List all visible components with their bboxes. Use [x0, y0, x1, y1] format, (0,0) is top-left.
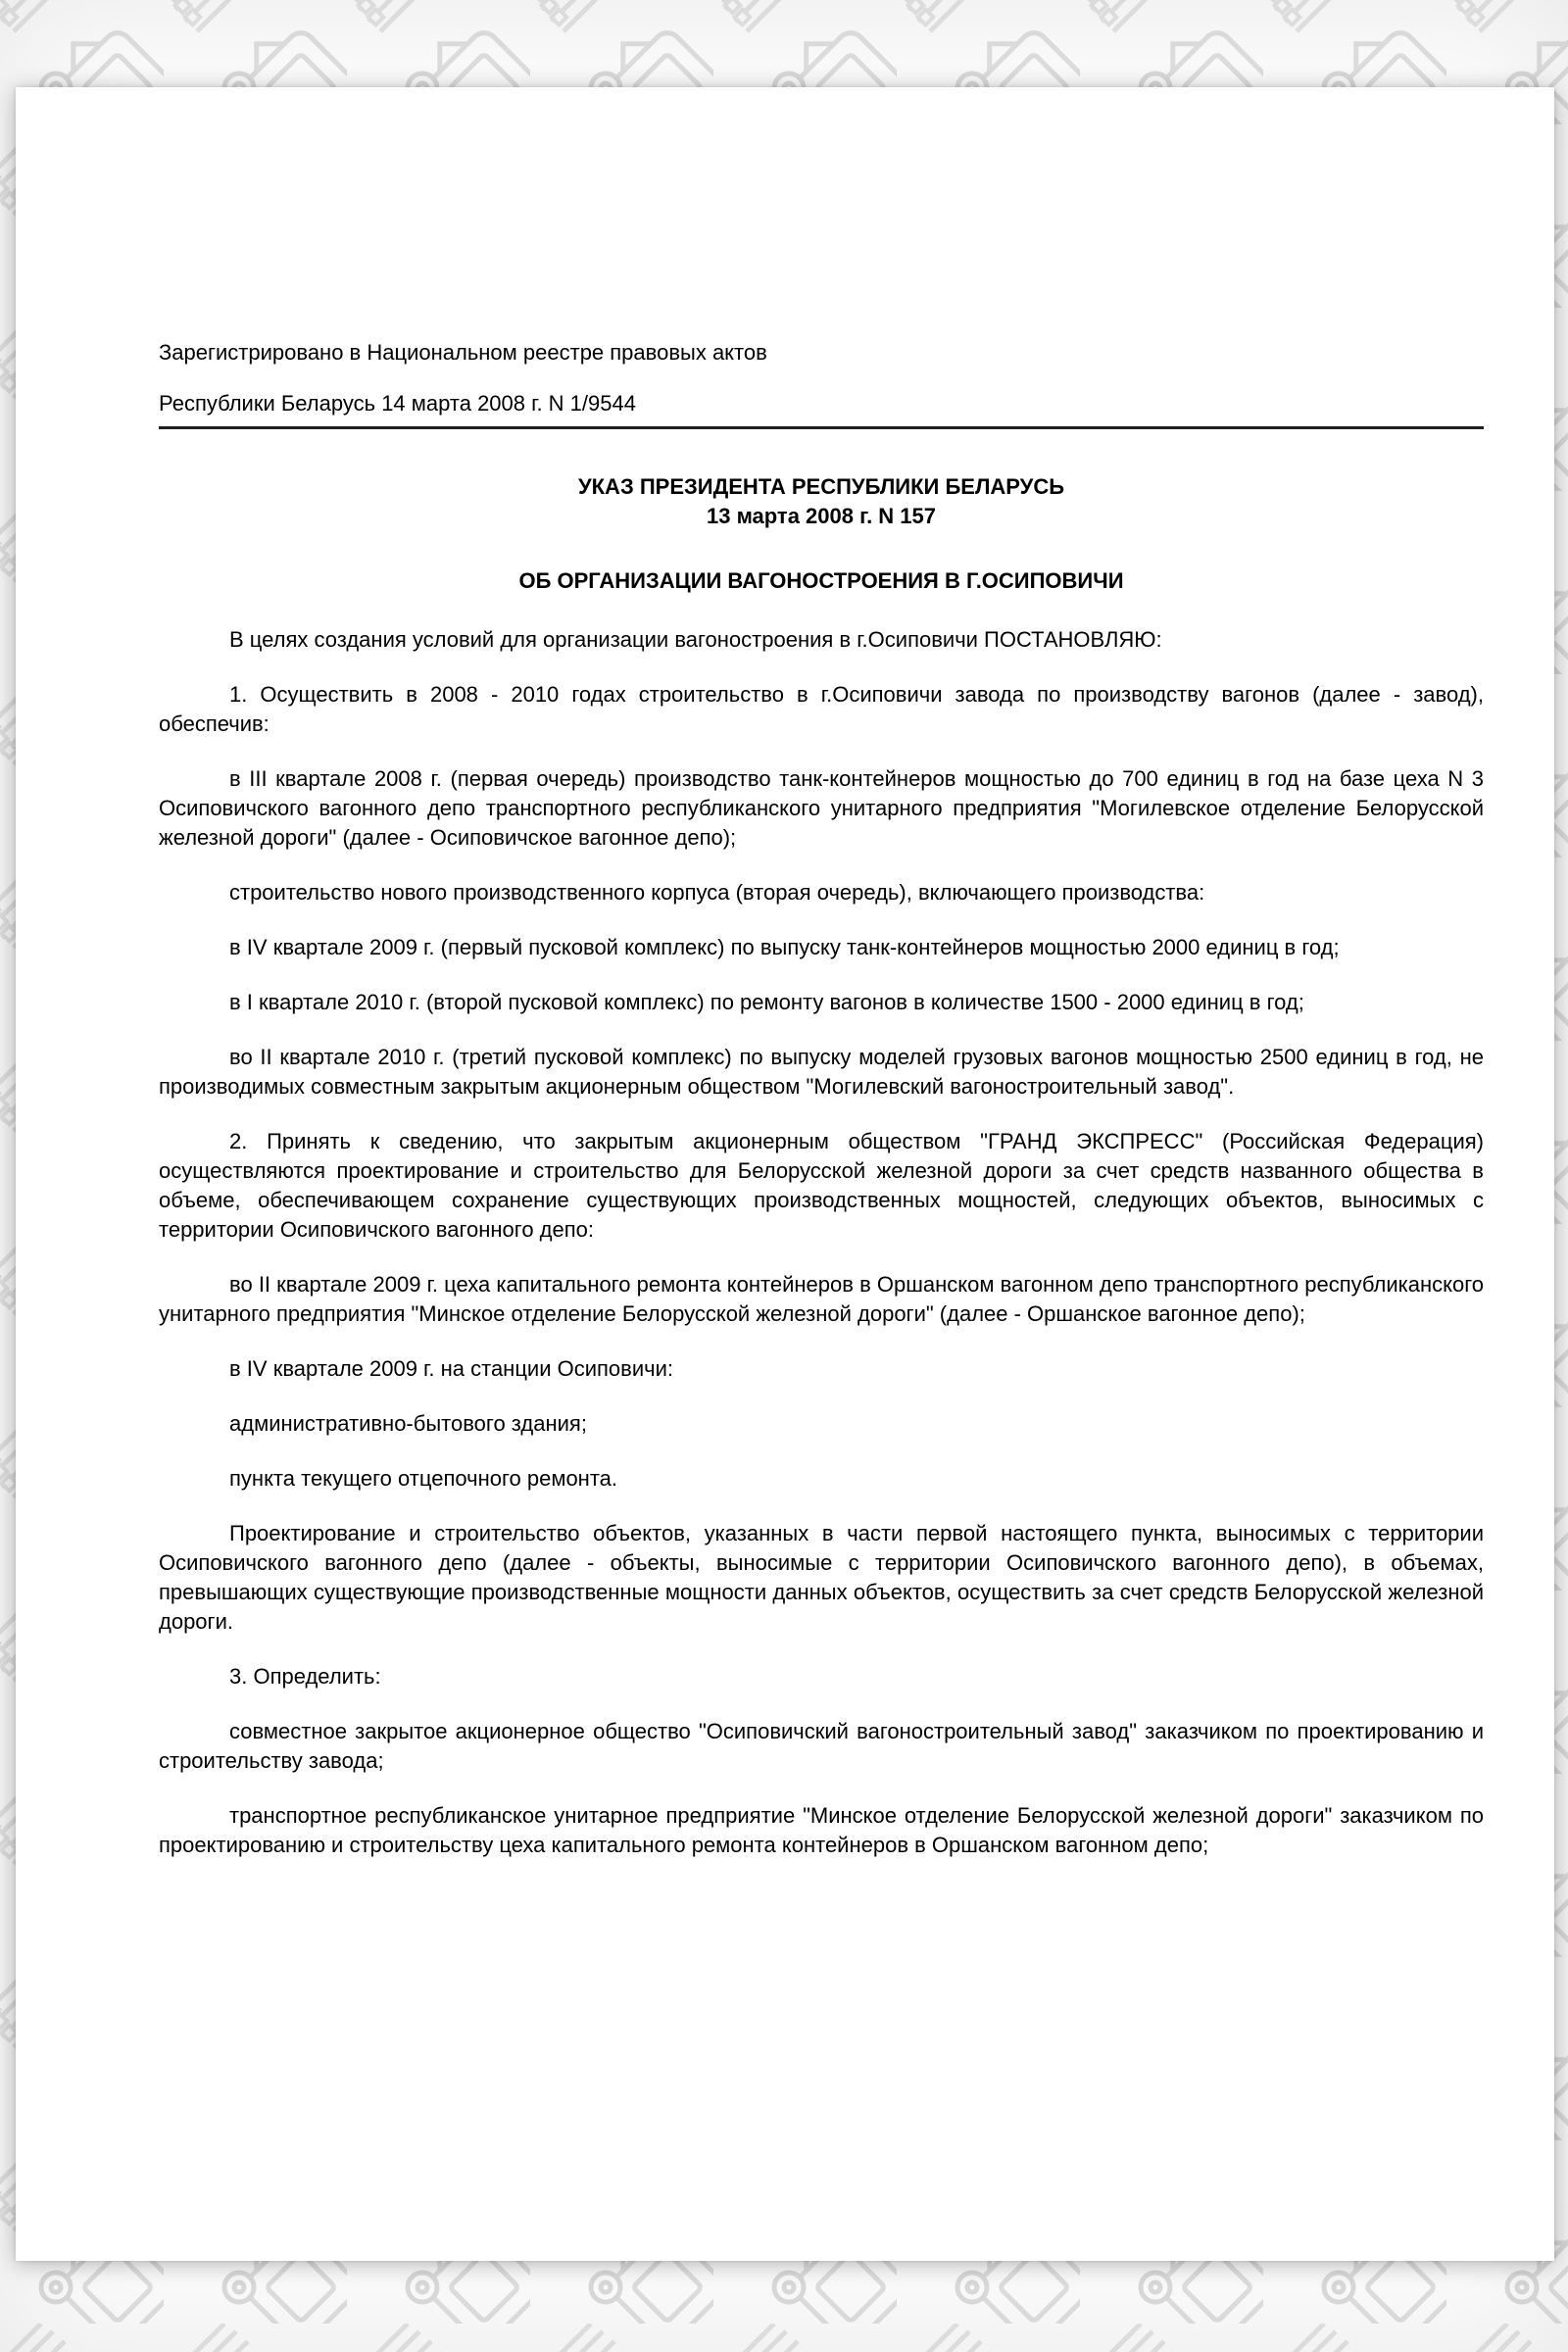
paragraph: в IV квартале 2009 г. (первый пусковой комплекс) по выпуску танк-контейнеров мощностью 2000 единиц в год; [229, 935, 1340, 959]
paragraph: во II квартале 2009 г. цеха капитального ремонта контейнеров в Оршанском вагонном депо транспортного республиканского унитарного предприятия "Минское отделение Белорусской железной дороги" (далее - Оршанское вагонное депо); [159, 1272, 1484, 1326]
divider-rule [159, 426, 1484, 429]
paragraph: 1. Осуществить в 2008 - 2010 годах строительство в г.Осиповичи завода по производству вагонов (далее - завод), обеспечив: [159, 682, 1484, 736]
paragraph: во II квартале 2010 г. (третий пусковой комплекс) по выпуску моделей грузовых вагонов мощностью 2500 единиц в год, не производимых совместным закрытым акционерным обществом "Могилевский вагоностроительный завод". [159, 1045, 1484, 1099]
paragraph: 2. Принять к сведению, что закрытым акционерным обществом "ГРАНД ЭКСПРЕСС" (Российская Федерация) осуществляются проектирование и строительство для Белорусской железной дороги за счет средств названного общества в объеме, обеспечивающем сохранение существующих производственных мощностей, следующих объектов, выносимых с территории Осиповичского вагонного депо: [159, 1129, 1484, 1242]
paragraph: 3. Определить: [229, 1664, 381, 1689]
paragraph: в I квартале 2010 г. (второй пусковой комплекс) по ремонту вагонов в количестве 1500 - 2000 единиц в год; [229, 990, 1304, 1014]
paragraph: В целях создания условий для организации вагоностроения в г.Осиповичи ПОСТАНОВЛЯЮ: [229, 627, 1162, 652]
decree-subject: ОБ ОРГАНИЗАЦИИ ВАГОНОСТРОЕНИЯ В Г.ОСИПОВИЧИ [518, 568, 1124, 593]
paragraph: строительство нового производственного корпуса (вторая очередь), включающего производства: [229, 880, 1205, 905]
paragraph: в IV квартале 2009 г. на станции Осиповичи: [229, 1356, 674, 1381]
decree-title: УКАЗ ПРЕЗИДЕНТА РЕСПУБЛИКИ БЕЛАРУСЬ [577, 474, 1065, 499]
document-page [16, 87, 1554, 2261]
paragraph: административно-бытового здания; [229, 1411, 587, 1436]
registration-line-1: Зарегистрировано в Национальном реестре правовых актов [159, 340, 767, 365]
paragraph: совместное закрытое акционерное общество "Осиповичский вагоностроительный завод" заказчиком по проектированию и строительству завода; [159, 1719, 1484, 1773]
paragraph: в III квартале 2008 г. (первая очередь) производство танк-контейнеров мощностью до 700 единиц в год на базе цеха N 3 Осиповичского вагонного депо транспортного республиканского унитарного предприятия "Могилевское отделение Белорусской железной дороги" (далее - Осиповичское вагонное депо); [159, 766, 1484, 850]
registration-line-2: Республики Беларусь 14 марта 2008 г. N 1/9544 [159, 391, 636, 416]
decree-heading [159, 472, 1484, 531]
decree-date-number: 13 марта 2008 г. N 157 [706, 504, 937, 528]
document-content [16, 87, 1554, 1860]
paragraph: пункта текущего отцепочного ремонта. [229, 1466, 617, 1491]
paragraph: транспортное республиканское унитарное предприятие "Минское отделение Белорусской железной дороги" заказчиком по проектированию и строительству цеха капитального ремонта контейнеров в Оршанском вагонном депо; [159, 1803, 1484, 1857]
paragraph: Проектирование и строительство объектов, указанных в части первой настоящего пункта, выносимых с территории Осиповичского вагонного депо (далее - объекты, выносимые с территории Осиповичского вагонного депо), в объемах, превышающих существующие производственные мощности данных объектов, осуществить за счет средств Белорусской железной дороги. [159, 1521, 1484, 1634]
